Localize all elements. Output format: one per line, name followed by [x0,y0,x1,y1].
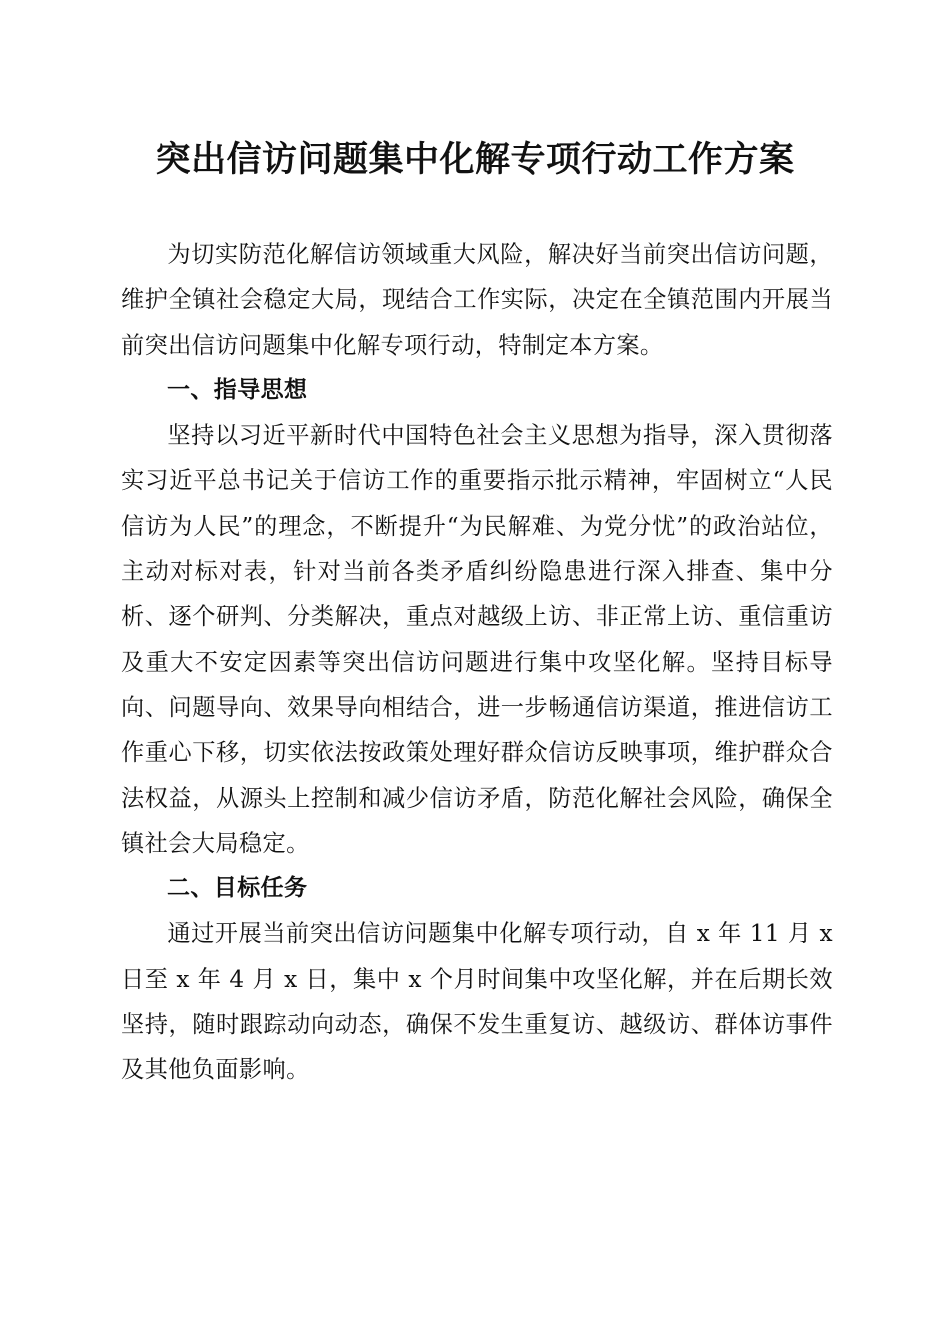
section-paragraph-objectives: 通过开展当前突出信访问题集中化解专项行动，自 x 年 11 月 x 日至 x 年 4 月 x 日，集中 x 个月时间集中攻坚化解，并在后期长效坚持，随时跟踪动向动态，确保不发生重复访、越级访、群体访事件及其他负面影响。 [121,920,833,1084]
document-body [121,232,833,1093]
document-title: 突出信访问题集中化解专项行动工作方案 [155,139,795,180]
section-paragraph-guiding-ideology: 坚持以习近平新时代中国特色社会主义思想为指导，深入贯彻落实习近平总书记关于信访工作的重要指示批示精神，牢固树立“人民信访为人民”的理念，不断提升“为民解难、为党分忧”的政治站位，主动对标对表，针对当前各类矛盾纠纷隐患进行深入排查、集中分析、逐个研判、分类解决，重点对越级上访、非正常上访、重信重访及重大不安定因素等突出信访问题进行集中攻坚化解。坚持目标导向、问题导向、效果导向相结合，进一步畅通信访渠道，推进信访工作重心下移，切实依法按政策处理好群众信访反映事项，维护群众合法权益，从源头上控制和减少信访矛盾，防范化解社会风险，确保全镇社会大局稳定。 [121,422,833,857]
intro-paragraph: 为切实防范化解信访领域重大风险，解决好当前突出信访问题，维护全镇社会稳定大局，现结合工作实际，决定在全镇范围内开展当前突出信访问题集中化解专项行动，特制定本方案。 [121,241,833,359]
section-heading-objectives: 二、目标任务 [167,875,308,902]
section-heading-guiding-ideology: 一、指导思想 [167,376,308,403]
